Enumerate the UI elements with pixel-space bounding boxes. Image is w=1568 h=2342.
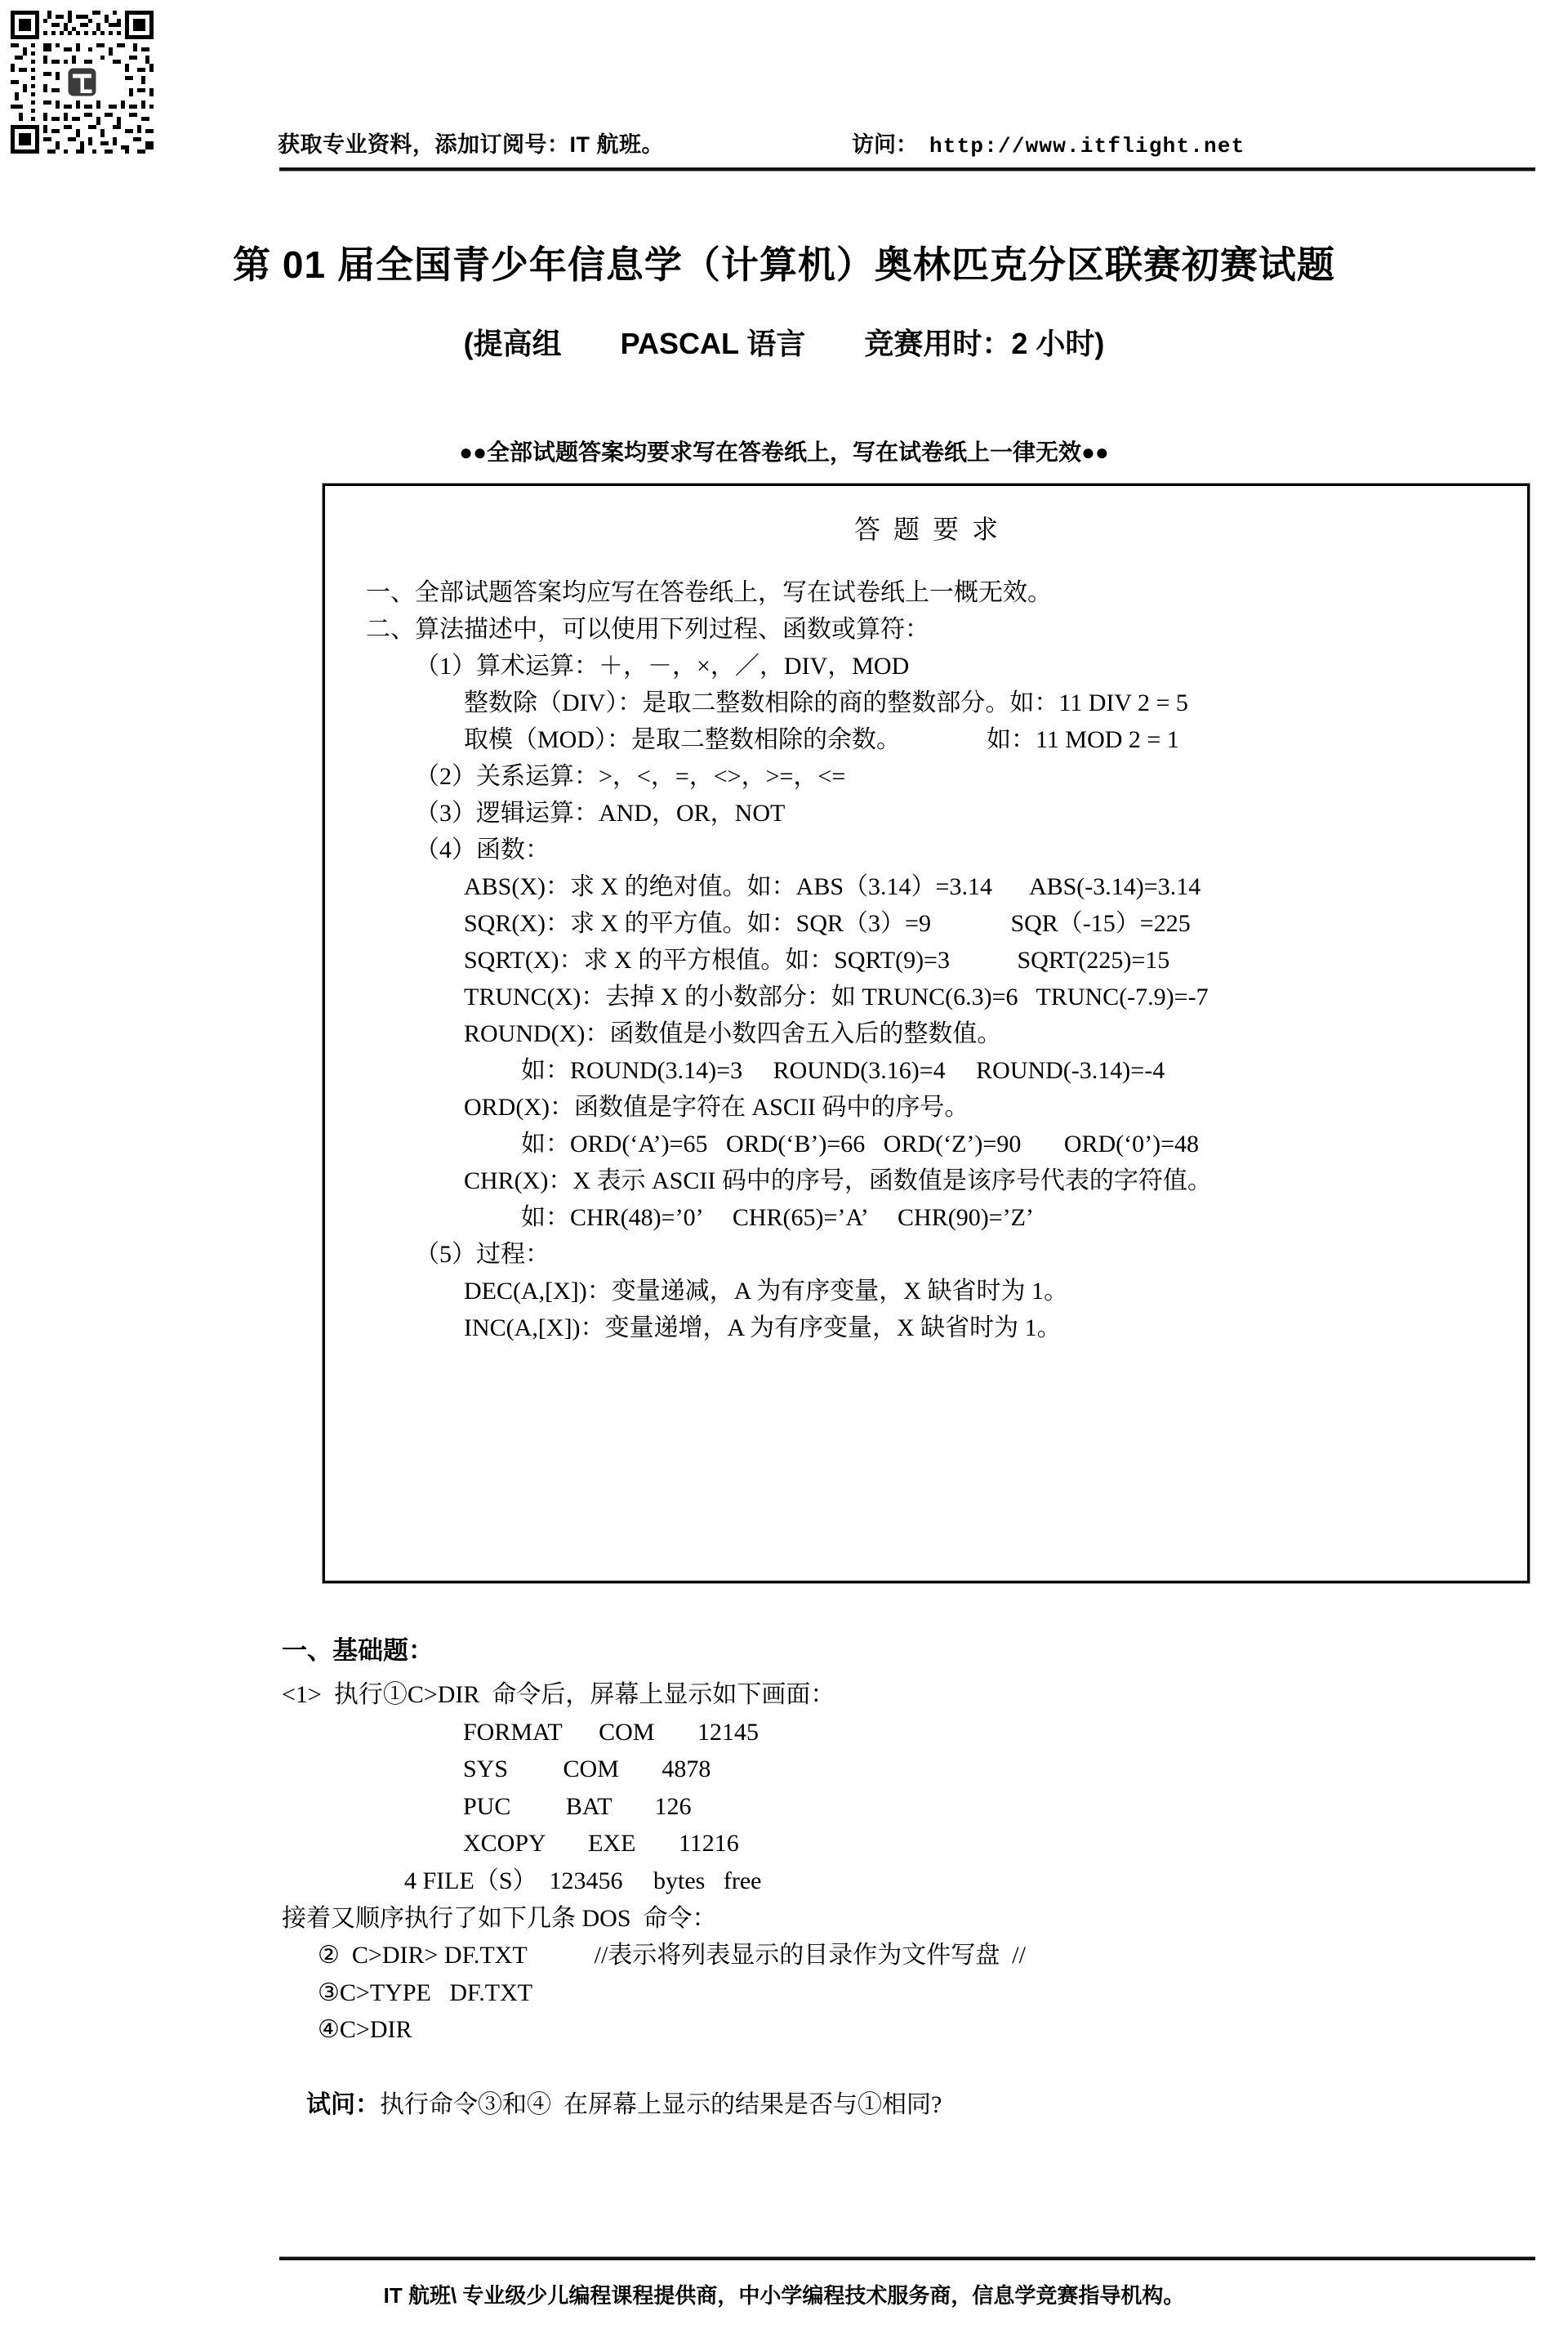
requirements-box bbox=[323, 484, 1530, 1583]
requirement-line: 如：ORD(‘A’)=65 ORD(‘B’)=66 ORD(‘Z’)=90 ORD(‘0’)=48 bbox=[521, 1131, 1200, 1158]
qr-code bbox=[7, 7, 158, 158]
subscribe-text: 获取专业资料，添加订阅号：IT 航班。 bbox=[278, 132, 664, 157]
dos-command-line: ③C>TYPE DF.TXT bbox=[318, 1978, 533, 2006]
requirements-title: 答题要求 bbox=[853, 515, 1011, 544]
requirement-line: 如：CHR(48)=’0’ CHR(65)=’A’ CHR(90)=’Z’ bbox=[521, 1204, 1034, 1231]
question-1-ask bbox=[282, 2049, 1507, 2161]
visit-label: 访问： bbox=[852, 132, 918, 157]
requirements-body bbox=[325, 574, 1527, 1346]
header-divider bbox=[279, 167, 1535, 172]
dos-file-row: XCOPY EXE 11216 bbox=[463, 1830, 739, 1858]
question-1-block bbox=[282, 1676, 1507, 2161]
page-subtitle: (提高组 PASCAL 语言 竞赛用时：2 小时) bbox=[463, 327, 1105, 360]
dos-free-space-line: 4 FILE（S） 123456 bytes free bbox=[404, 1867, 762, 1894]
requirement-line: （5）过程： bbox=[415, 1241, 550, 1268]
dos-file-row: FORMAT COM 12145 bbox=[463, 1718, 760, 1746]
dos-directory-listing bbox=[282, 1714, 1507, 1862]
dos-command-line: ② C>DIR> DF.TXT //表示将列表显示的目录作为文件写盘 // bbox=[318, 1942, 1026, 1970]
page-header bbox=[0, 0, 1568, 190]
requirement-line: TRUNC(X)：去掉 X 的小数部分：如 TRUNC(6.3)=6 TRUNC(-7.9)=-7 bbox=[464, 984, 1209, 1010]
header-text-row bbox=[278, 127, 1535, 164]
requirement-line: 取模（MOD）：是取二整数相除的余数。 如：11 MOD 2 = 1 bbox=[464, 726, 1179, 753]
section-one-heading: 一、基础题： bbox=[282, 1636, 434, 1665]
footer-text: IT 航班\ 专业级少儿编程课程提供商，中小学编程技术服务商，信息学竞赛指导机构。 bbox=[383, 2283, 1185, 2308]
requirement-line: ABS(X)：求 X 的绝对值。如：ABS（3.14）=3.14 ABS(-3.14)=3.14 bbox=[464, 873, 1201, 900]
question-body: 执行命令③和④ 在屏幕上显示的结果是否与①相同? bbox=[380, 2090, 942, 2118]
requirement-line: （4）函数： bbox=[415, 836, 550, 863]
site-url[interactable]: http://www.itflight.net bbox=[929, 134, 1245, 158]
footer-divider bbox=[279, 2256, 1535, 2260]
requirement-line: SQR(X)：求 X 的平方值。如：SQR（3）=9 SQR（-15）=225 bbox=[464, 910, 1191, 937]
requirement-line: （3）逻辑运算：AND，OR，NOT bbox=[415, 800, 786, 827]
question-label: 试问： bbox=[306, 2090, 380, 2118]
requirement-line: ROUND(X)：函数值是小数四舍五入后的整数值。 bbox=[464, 1020, 1002, 1047]
dos-file-row: SYS COM 4878 bbox=[463, 1755, 711, 1783]
requirement-line: （2）关系运算：>，<，=，<>，>=，<= bbox=[415, 763, 846, 790]
requirement-line: INC(A,[X])：变量递增，A 为有序变量，X 缺省时为 1。 bbox=[464, 1314, 1062, 1341]
requirement-line: （1）算术运算：＋，－，×，／，DIV，MOD bbox=[415, 653, 910, 680]
requirement-line: 二、算法描述中，可以使用下列过程、函数或算符： bbox=[366, 616, 929, 643]
followup-intro: 接着又顺序执行了如下几条 DOS 命令： bbox=[282, 1904, 717, 1932]
requirement-line: SQRT(X)：求 X 的平方根值。如：SQRT(9)=3 SQRT(225)=15 bbox=[464, 947, 1170, 974]
requirement-line: 一、全部试题答案均应写在答卷纸上，写在试卷纸上一概无效。 bbox=[366, 579, 1052, 606]
requirement-line: ORD(X)：函数值是字符在 ASCII 码中的序号。 bbox=[464, 1094, 969, 1121]
page-title: 第 01 届全国青少年信息学（计算机）奥林匹克分区联赛初赛试题 bbox=[233, 243, 1335, 286]
requirement-line: 如：ROUND(3.14)=3 ROUND(3.16)=4 ROUND(-3.14)=-4 bbox=[521, 1057, 1165, 1084]
requirement-line: CHR(X)：X 表示 ASCII 码中的序号，函数值是该序号代表的字符值。 bbox=[464, 1167, 1212, 1194]
dos-command-line: ④C>DIR bbox=[318, 2016, 412, 2044]
dos-file-row: PUC BAT 126 bbox=[463, 1792, 692, 1820]
dos-command-list bbox=[282, 1937, 1507, 2049]
requirement-line: DEC(A,[X])：变量递减，A 为有序变量，X 缺省时为 1。 bbox=[464, 1278, 1068, 1305]
requirement-line: 整数除（DIV）：是取二整数相除的商的整数部分。如：11 DIV 2 = 5 bbox=[464, 689, 1188, 716]
answer-sheet-notice: ●●全部试题答案均要求写在答卷纸上，写在试卷纸上一律无效●● bbox=[459, 439, 1109, 465]
question-1-prompt: <1> 执行①C>DIR 命令后，屏幕上显示如下画面： bbox=[282, 1681, 835, 1708]
